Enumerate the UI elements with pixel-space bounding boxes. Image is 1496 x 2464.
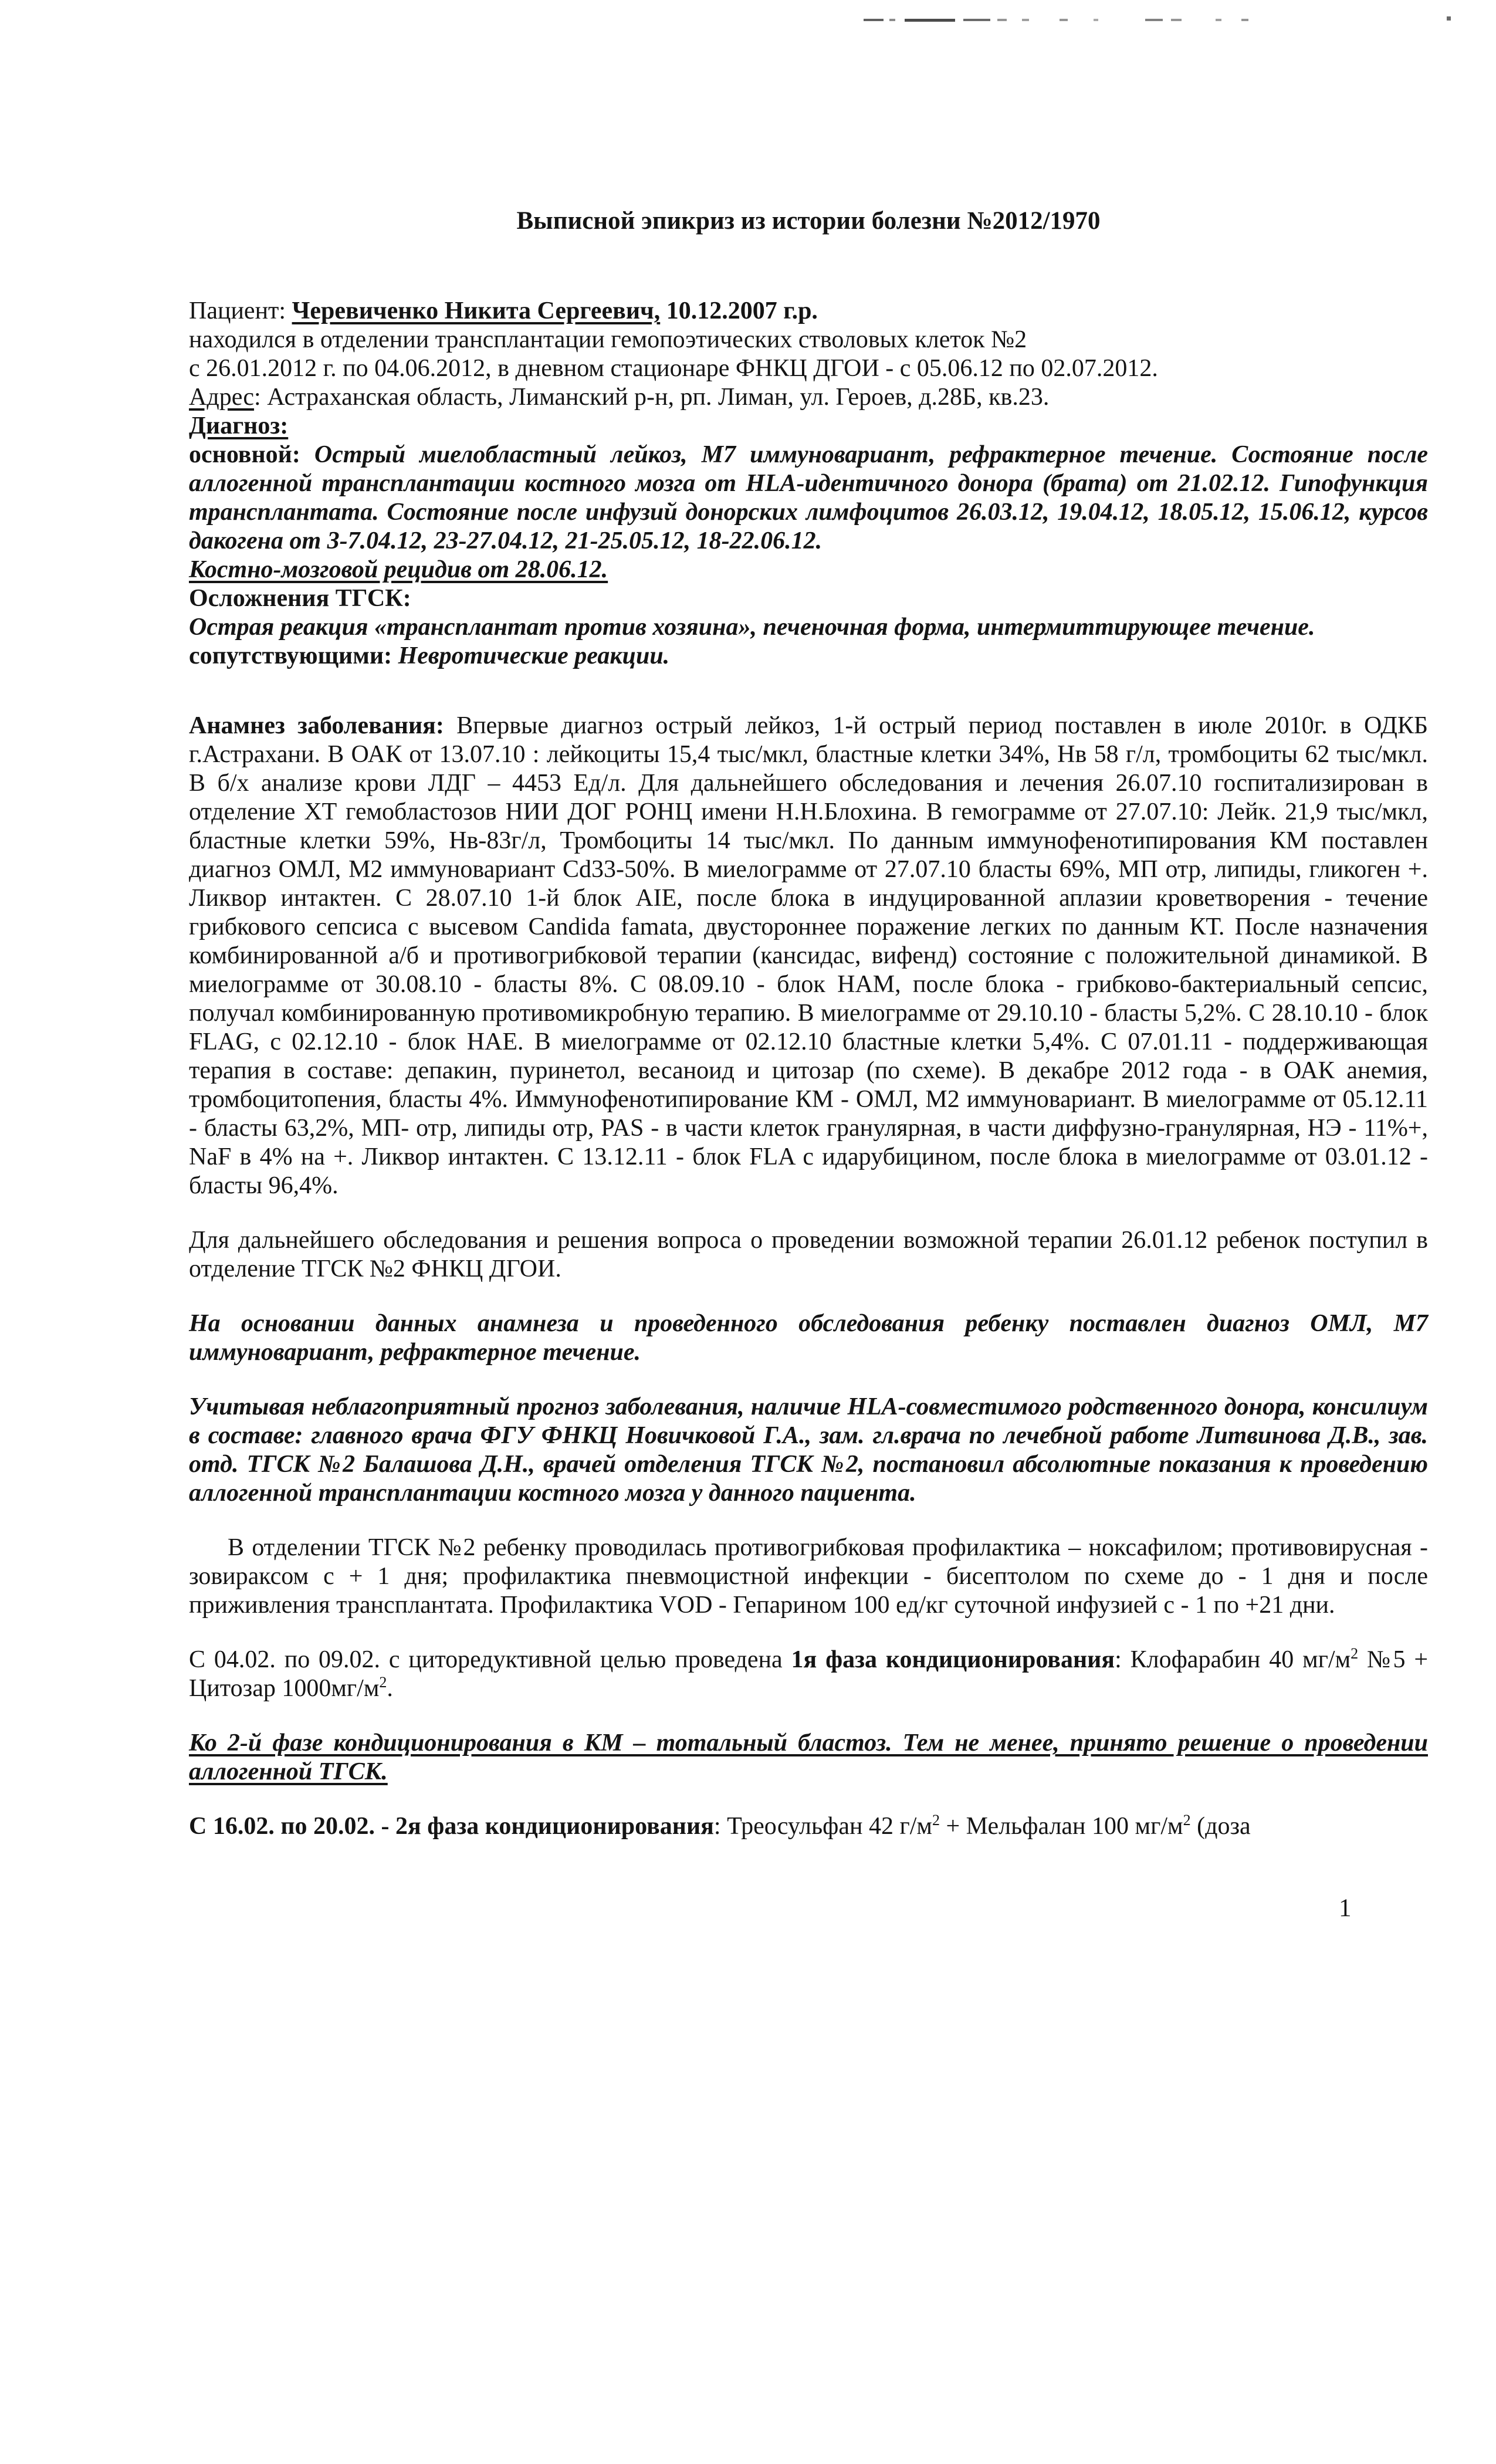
conditioning-phase1-paragraph-run: : Клофарабин 40 мг/м <box>1115 1646 1351 1673</box>
conditioning-phase1-paragraph-run: 2 <box>379 1674 387 1691</box>
conditioning-blastosis-paragraph-run: Ко 2-й фазе кондиционирования в КМ – тотальный бластоз. Тем не менее, принято решение о проведении аллогенной ТГСК. <box>189 1729 1428 1785</box>
complications-concomitant-line-run: сопутствующими: <box>189 642 398 669</box>
stay-dates-line-run: с 26.01.2012 г. по 04.06.2012, в дневном стационаре ФНКЦ ДГОИ - с 05.06.12 по 02.07.2012. <box>189 355 1158 382</box>
anamnesis-paragraph-run: Впервые диагноз острый лейкоз, 1-й острый период поставлен в июле 2010г. в ОДКБ г.Астрахани. В ОАК от 13.07.10 : лейкоциты 15,4 тыс/мкл, бластные клетки 34%, Нв 58 г/л, тромбоциты 62 тыс/мкл. В б/х анализе крови ЛДГ – 4453 Ед/л. Для дальнейшего обследования и лечения 26.07.10 госпитализирован в отделение ХТ гемобластозов НИИ ДОГ РОНЦ имени Н.Н.Блохина. В гемограмме от 27.07.10: Лейк. 21,9 тыс/мкл, бластные клетки 59%, Нв-83г/л, Тромбоциты 14 тыс/мкл. По данным иммунофенотипирования КМ поставлен диагноз ОМЛ, М2 иммуновариант Cd33-50%. В миелограмме от 27.07.10 бласты 69%, МП отр, липиды, гликоген +. Ликвор интактен. С 28.07.10 1-й блок AIE, после блока в индуцированной аплазии кроветворения - течение грибкового сепсиса с высевом Candida famata, двустороннее поражение легких по данным КТ. После назначения комбинированной а/б и противогрибковой терапии (кансидас, вифенд) состояние с положительной динамикой. В миелограмме от 30.08.10 - бласты 8%. С 08.09.10 - блок НАМ, после блока - грибково-бактериальный сепсис, получал комбинированную противомикробную терапию. В миелограмме от 29.10.10 - бласты 5,2%. С 28.10.10 - блок FLAG, с 02.12.10 - блок НАЕ. В миелограмме от 02.12.10 бластные клетки 5,4%. С 07.01.11 - поддерживающая терапия в составе: депакин, пуринетол, весаноид и цитозар (по схеме). В декабре 2012 года - в ОАК анемия, тромбоцитопения, бласты 4%. Иммунофенотипирование КМ - ОМЛ, М2 иммуновариант. В миелограмме от 05.12.11 - бласты 63,2%, МП- отр, липиды отр, PAS - в части клеток гранулярная, в части диффузно-гранулярная, НЭ - 11%+, NaF в 4% на +. Ликвор интактен. С 13.12.11 - блок FLA с идарубицином, после блока в миелограмме от 03.01.12 - бласты 96,4%. <box>189 712 1428 1199</box>
stay-dates-line <box>189 354 1428 383</box>
diagnosis-heading-run: Диагноз: <box>189 412 289 439</box>
anamnesis-paragraph <box>189 712 1428 1200</box>
referral-paragraph-run: Для дальнейшего обследования и решения вопроса о проведении возможной терапии 26.01.12 ребенок поступил в отделение ТГСК №2 ФНКЦ ДГОИ. <box>189 1227 1428 1282</box>
address-line-run: : Астраханская область, Лиманский р-н, рп. Лиман, ул. Героев, д.28Б, кв.23. <box>254 384 1050 411</box>
conditioning-phase1-paragraph-run: С 04.02. по 09.02. с циторедуктивной целью проведена <box>189 1646 791 1673</box>
patient-line-run: Пациент: <box>189 297 292 324</box>
complications-gvhd-line-run: Острая реакция «трансплантат против хозяина», печеночная форма, интермиттирующее течение. <box>189 614 1315 641</box>
conditioning-phase1-paragraph-run: 2 <box>1351 1645 1359 1662</box>
prophylaxis-paragraph-run: В отделении ТГСК №2 ребенку проводилась противогрибковая профилактика – ноксафилом; противовирусная - зовираксом с + 1 дня; профилактика пневмоцистной инфекции - бисептолом по схеме до - 1 дня и после приживления трансплантата. Профилактика VOD - Гепарином 100 ед/кг суточной инфузией с - 1 по +21 дни. <box>189 1534 1428 1619</box>
conditioning-phase1-paragraph <box>189 1646 1428 1703</box>
complications-gvhd-line <box>189 613 1428 642</box>
conditioning-phase1-paragraph-run: 1я фаза кондиционирования <box>791 1646 1115 1673</box>
conditioning-phase2-paragraph-run: 2я фаза кондиционирования <box>395 1813 714 1840</box>
conditioning-phase2-paragraph-run: : Треосульфан 42 г/м <box>713 1813 932 1840</box>
conditioning-blastosis-paragraph <box>189 1729 1428 1786</box>
conditioning-phase2-paragraph-run: 2 <box>1183 1812 1191 1829</box>
complications-concomitant-line <box>189 642 1428 671</box>
complications-concomitant-line-run: Невротические реакции. <box>398 642 670 669</box>
conditioning-phase2-paragraph-run: + Мельфалан 100 мг/м <box>940 1813 1183 1840</box>
conditioning-phase2-paragraph <box>189 1812 1428 1841</box>
address-line <box>189 383 1428 412</box>
conditioning-phase1-paragraph-run: №5 + Цитозар 1000мг/м <box>189 1646 1429 1702</box>
stay-department-line-run: находился в отделении трансплантации гемопоэтических стволовых клеток №2 <box>189 326 1027 353</box>
referral-paragraph <box>189 1226 1428 1284</box>
complications-heading <box>189 584 1428 613</box>
diagnosis-main-run: основной: <box>189 441 314 468</box>
patient-line-run: Черевиченко Никита Сергеевич, <box>292 297 661 324</box>
consilium-paragraph <box>189 1393 1428 1508</box>
anamnesis-paragraph-run: Анамнез заболевания: <box>189 712 457 739</box>
prophylaxis-paragraph <box>189 1534 1428 1620</box>
diagnosis-heading <box>189 412 1428 441</box>
document-body <box>189 297 1428 1841</box>
patient-line-run: 10.12.2007 г.р. <box>660 297 818 324</box>
conclusion-diagnosis-paragraph <box>189 1309 1428 1367</box>
conditioning-phase2-paragraph-run: 2 <box>932 1812 940 1829</box>
stay-department-line <box>189 326 1428 354</box>
patient-line <box>189 297 1428 326</box>
page-title: Выписной эпикриз из истории болезни №2012/1970 <box>516 207 1101 235</box>
consilium-paragraph-run: Учитывая неблагоприятный прогноз заболевания, наличие HLA-совместимого родственного донора, консилиум в составе: главного врача ФГУ ФНКЦ Новичковой Г.А., зам. гл.врача по лечебной работе Литвинова Д.В., зав. отд. ТГСК №2 Балашова Д.Н., врачей отделения ТГСК №2, постановил абсолютные показания к проведению аллогенной трансплантации костного мозга у данного пациента. <box>189 1393 1428 1507</box>
diagnosis-main <box>189 441 1428 556</box>
diagnosis-relapse-line-run: Костно-мозговой рецидив от 28.06.12. <box>189 556 608 583</box>
complications-heading-run: Осложнения ТГСК: <box>189 585 411 612</box>
conditioning-phase2-paragraph-run: (доза <box>1190 1813 1251 1840</box>
diagnosis-relapse-line <box>189 556 1428 584</box>
conditioning-phase2-paragraph-run: С 16.02. по 20.02. - <box>189 1813 396 1840</box>
conditioning-phase1-paragraph-run: . <box>387 1675 393 1702</box>
conclusion-diagnosis-paragraph-run: На основании данных анамнеза и проведенного обследования ребенку поставлен диагноз ОМЛ, М7 иммуновариант, рефрактерное течение. <box>189 1310 1428 1366</box>
page-number: 1 <box>1339 1894 1352 1922</box>
diagnosis-main-run: Острый миелобластный лейкоз, М7 иммуновариант, рефрактерное течение. Состояние после аллогенной трансплантации костного мозга от HLA-идентичного донора (брата) от 21.02.12. Гипофункция трансплантата. Состояние после инфузий донорских лимфоцитов 26.03.12, 19.04.12, 18.05.12, 15.06.12, курсов дакогена от 3-7.04.12, 23-27.04.12, 21-25.05.12, 18-22.06.12. <box>189 441 1428 554</box>
address-line-run: Адрес <box>189 384 255 411</box>
